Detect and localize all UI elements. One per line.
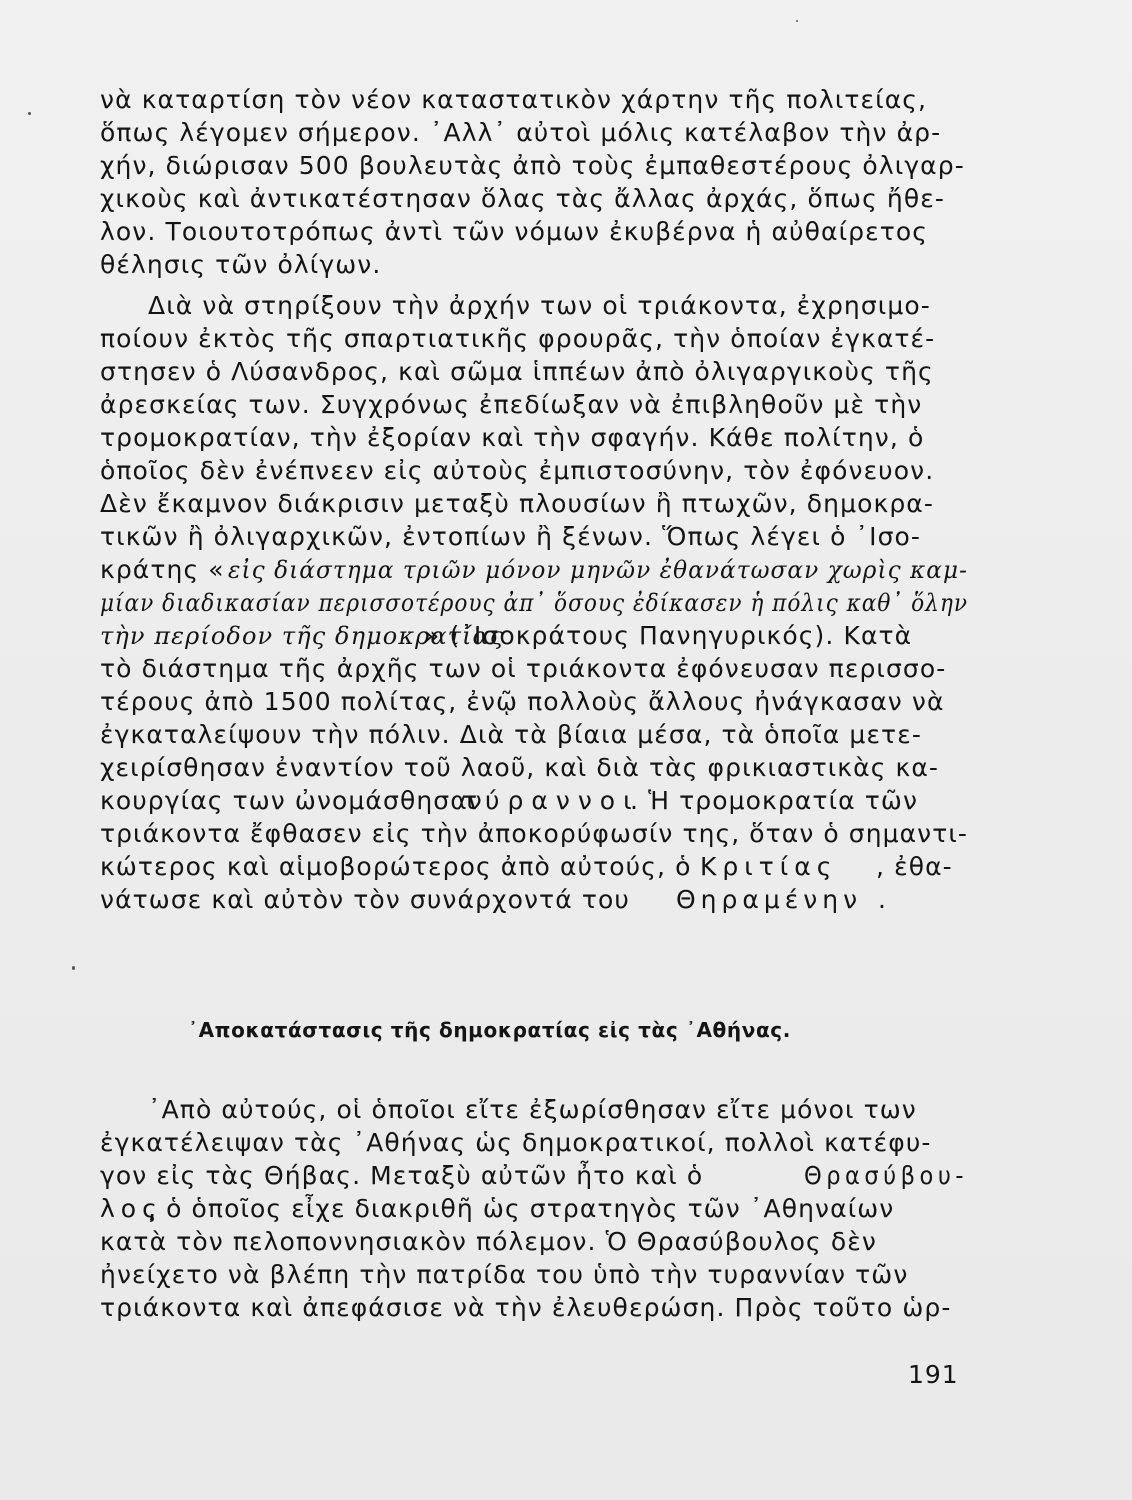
line-text: τικῶν ἢ ὀλιγαρχικῶν, ἐντοπίων ἢ ξένων. Ὅπως λέγει ὁ ᾿Ισο- bbox=[100, 522, 922, 551]
line-text: θέλησις τῶν ὀλίγων. bbox=[100, 250, 382, 279]
line-text: κουργίας των ὠνομάσθησαν bbox=[100, 786, 483, 815]
line-text: τρομοκρατίαν, τὴν ἐξορίαν καὶ τὴν σφαγήν. Κάθε πολίτην, ὁ bbox=[100, 423, 925, 452]
line-text: ἐγκατέλειψαν τὰς ᾿Αθήνας ὡς δημοκρατικοί, πολλοὶ κατέφυ- bbox=[100, 1128, 932, 1157]
line-text: Διὰ νὰ στηρίξουν τὴν ἀρχήν των οἱ τριάκοντα, ἐχρησιμο- bbox=[148, 291, 931, 320]
spaced-word: λος bbox=[100, 1194, 163, 1223]
line-text: τριάκοντα καὶ ἀπεφάσισε νὰ τὴν ἐλευθερώση. Πρὸς τοῦτο ὡρ- bbox=[100, 1293, 952, 1322]
line-text: . Ἡ τρομοκρατία τῶν bbox=[630, 786, 919, 815]
scan-speck bbox=[28, 112, 31, 115]
quotation-text: εἰς διάστημα τριῶν μόνον μηνῶν ἐθανάτωσαν χωρὶς καμ- bbox=[228, 556, 969, 584]
line-text: γον εἰς τὰς Θήβας. Μεταξὺ αὐτῶν ἦτο καὶ ὁ bbox=[100, 1161, 704, 1190]
line-text: κράτης « bbox=[100, 555, 225, 584]
line-text: στησεν ὁ Λύσανδρος, καὶ σῶμα ἱππέων ἀπὸ ὀλιγαργικοὺς τῆς bbox=[100, 357, 934, 386]
line-text: ὁποῖος δὲν ἐνέπνεεν εἰς αὐτοὺς ἐμπιστοσύνην, τὸν ἐφόνευον. bbox=[100, 456, 935, 485]
spaced-word: τύραννοι bbox=[462, 786, 640, 815]
scan-speck bbox=[796, 20, 798, 22]
line-text: χικοὺς καὶ ἀντικατέστησαν ὅλας τὰς ἄλλας ἀρχάς, ὅπως ἤθε- bbox=[100, 184, 945, 213]
line-text: τέρους ἀπὸ 1500 πολίτας, ἐνῷ πολλοὺς ἄλλους ἠνάγκασαν νὰ bbox=[100, 687, 945, 716]
line-text: ἐγκαταλείψουν τὴν πόλιν. Διὰ τὰ βίαια μέσα, τὰ ὁποῖα μετε- bbox=[100, 720, 922, 749]
line-text: τριάκοντα ἔφθασεν εἰς τὴν ἀποκορύφωσίν της, ὅταν ὁ σημαντι- bbox=[100, 819, 968, 848]
line-text: κατὰ τὸν πελοποννησιακὸν πόλεμον. Ὁ Θρασύβουλος δὲν bbox=[100, 1227, 877, 1256]
text-line bbox=[0, 880, 1132, 920]
line-text: . bbox=[878, 885, 888, 914]
line-text: , ἐθα- bbox=[876, 852, 953, 881]
text-line bbox=[0, 1288, 1132, 1328]
quotation-text: μίαν διαδικασίαν περισσοτέρους ἀπ᾿ ὅσους ἐδίκασεν ἡ πόλις καθ᾿ ὅλην bbox=[100, 589, 968, 617]
line-text: χήν, διώρισαν 500 βουλευτὰς ἀπὸ τοὺς ἐμπαθεστέρους ὀλιγαρ- bbox=[100, 151, 965, 180]
section-heading: ᾿Αποκατάστασις τῆς δημοκρατίας εἰς τὰς ᾿Αθήνας. bbox=[188, 1018, 791, 1042]
line-text: ποίουν ἐκτὸς τῆς σπαρτιατικῆς φρουρᾶς, τὴν ὁποίαν ἐγκατέ- bbox=[100, 324, 936, 353]
line-text: κώτερος καὶ αἱμοβορώτερος ἀπὸ αὐτούς, ὁ bbox=[100, 852, 692, 881]
text-line bbox=[0, 245, 1132, 285]
line-text: νάτωσε καὶ αὐτὸν τὸν συνάρχοντά του bbox=[100, 885, 630, 914]
line-text: τὸ διάστημα τῆς ἀρχῆς των οἱ τριάκοντα ἐφόνευσαν περισσο- bbox=[100, 654, 947, 683]
line-text: λον. Τοιουτοτρόπως ἀντὶ τῶν νόμων ἐκυβέρνα ἡ αὐθαίρετος bbox=[100, 217, 929, 246]
line-text: νὰ καταρτίση τὸν νέον καταστατικὸν χάρτην τῆς πολιτείας, bbox=[100, 85, 928, 114]
spaced-word: Κριτίας bbox=[700, 852, 838, 881]
line-text: » (᾿Ισοκράτους Πανηγυρικός). Κατὰ bbox=[424, 621, 913, 650]
line-text: ἀρεσκείας των. Συγχρόνως ἐπεδίωξαν νὰ ἐπιβληθοῦν μὲ τὴν bbox=[100, 390, 923, 419]
spaced-word: Θηραμένην bbox=[676, 885, 863, 914]
scan-speck bbox=[72, 966, 75, 970]
line-text: Δὲν ἔκαμνον διάκρισιν μεταξὺ πλουσίων ἢ πτωχῶν, δημοκρα- bbox=[100, 489, 935, 518]
line-text: , ὁ ὁποῖος εἶχε διακριθῆ ὡς στρατηγὸς τῶν ᾿Αθηναίων bbox=[148, 1194, 895, 1223]
page-number: 191 bbox=[908, 1360, 959, 1389]
line-text: ὅπως λέγομεν σήμερον. ᾿Αλλ᾿ αὐτοὶ μόλις κατέλαβον τὴν ἀρ- bbox=[100, 118, 942, 147]
line-text: ἠνείχετο νὰ βλέπη τὴν πατρίδα του ὑπὸ τὴν τυραννίαν τῶν bbox=[100, 1260, 909, 1289]
spaced-word: Θρασύβου- bbox=[804, 1161, 968, 1190]
quotation-text: τὴν περίοδον τῆς δημοκρατίας bbox=[100, 622, 505, 650]
line-text: χειρίσθησαν ἐναντίον τοῦ λαοῦ, καὶ διὰ τὰς φρικιαστικὰς κα- bbox=[100, 753, 940, 782]
line-text: ᾿Απὸ αὐτούς, οἱ ὁποῖοι εἴτε ἐξωρίσθησαν εἴτε μόνοι των bbox=[148, 1095, 917, 1124]
